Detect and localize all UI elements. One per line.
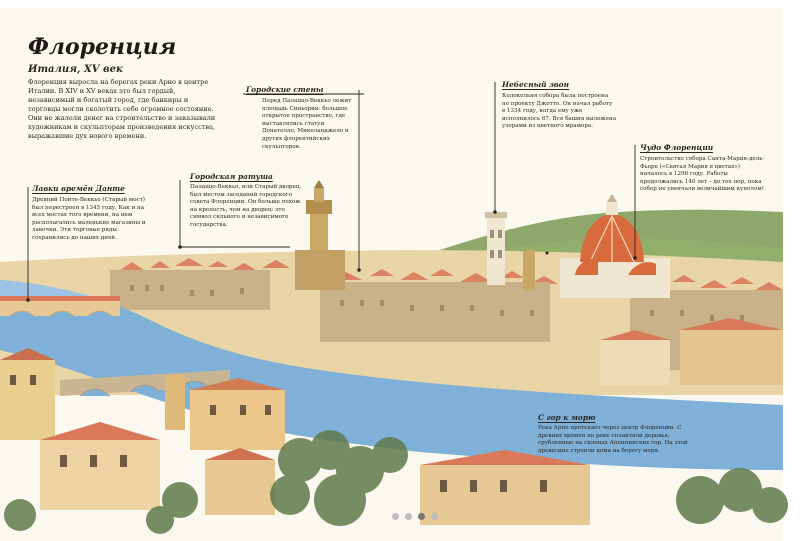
page-subtitle: Италия, XV век	[28, 64, 123, 75]
callout-duomo-title: Чудо Флоренции	[640, 143, 714, 152]
page-title: Флоренция	[28, 34, 177, 60]
callout-campanile-title: Небесный звон	[502, 80, 569, 89]
callout-duomo-text: Строительство собора Санта-Мария-дель-Фьоре («Святая Мария в цветах») началось в 1296 году. Работы продолжались 140 лет – до тех пор, пока собор не увенчали величайшим куполом!	[640, 156, 765, 193]
callout-ratusha-text: Палаццо-Веккьо, или Старый дворец, был местом заседаний городского совета Флоренции. Он больше похож на крепость, чем на дворец: это символ сильного и независимого государства.	[190, 184, 302, 228]
callout-arno-text: Река Арно протекает через центр Флоренции. С древних времен по реке сплавляли деревья, срубленные на склонах Апеннинских гор. На этой древесине строили дома на берегу моря.	[538, 425, 688, 454]
callout-ponte-title: Лавки времён Данте	[32, 184, 125, 193]
carousel-dot-active[interactable]	[418, 513, 425, 520]
carousel-pagination	[392, 513, 438, 520]
intro-text: Флоренция выросла на берегах реки Арно в центре Италии. В XIV и XV веках это был гордый, независимый и богатый город, где банкиры и торговцы могли сколотить себе огромное состояние. Они не жалели денег на строительство и заказывали художникам и скульпторам произведения искусства, выражавшие дух нового времени.	[28, 78, 216, 140]
callout-ponte-text: Древний Понте-Веккьо (Старый мост) был перестроен в 1345 году. Как и на всех мостах того времени, на нем располагались маленькие магазины и лавочки. Эти торговые ряды сохранились до наших дней.	[32, 197, 146, 241]
carousel-dot[interactable]	[431, 513, 438, 520]
callout-piazza-text: Перед Палаццо-Веккьо лежит площадь Синьории: большое открытое пространство, где выставлялись статуи Донателло, Микеланджело и других флорентийских скульпторов.	[262, 98, 352, 150]
carousel-dot[interactable]	[392, 513, 399, 520]
callout-piazza-title: Городские стены	[246, 85, 324, 94]
callout-ratusha-title: Городская ратуша	[190, 172, 273, 181]
callout-campanile-text: Колокольня собора была построена по проекту Джотто. Он начал работу в 1334 году, когда ему уже исполнилось 67. Вся башня выложена узорами из цветного мрамора.	[502, 93, 617, 130]
callout-arno-title: С гор к морю	[538, 413, 596, 422]
carousel-dot[interactable]	[405, 513, 412, 520]
